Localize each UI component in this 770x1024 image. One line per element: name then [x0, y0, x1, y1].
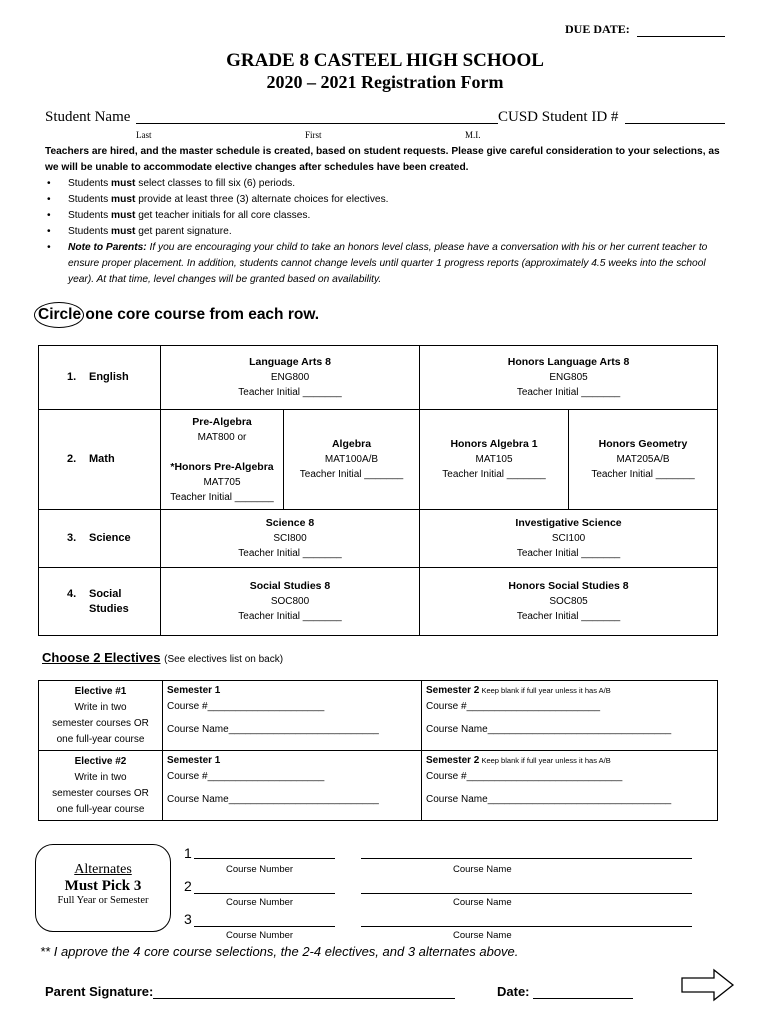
course-honors-language-arts-8[interactable]: Honors Language Arts 8 ENG805 Teacher Initial _______ — [420, 346, 718, 410]
due-date-field[interactable] — [637, 36, 725, 37]
row-label-math: 2. Math — [39, 410, 161, 510]
course-pre-algebra[interactable]: Pre-Algebra MAT800 or *Honors Pre-Algebra MAT705 Teacher Initial _______ — [161, 410, 284, 510]
core-course-table — [38, 345, 718, 636]
student-name-field[interactable] — [136, 123, 498, 124]
alternate-3-course-number[interactable] — [194, 911, 335, 927]
elective-2-semester-1[interactable]: Semester 1 Course #_____________________ Course Name___________________________ — [163, 751, 422, 821]
circle-mark — [34, 302, 84, 328]
course-language-arts-8[interactable]: Language Arts 8 ENG800 Teacher Initial _______ — [161, 346, 420, 410]
list-item: • Students must get parent signature. — [45, 224, 725, 240]
alternate-3-number: 3 — [184, 911, 192, 927]
alternate-2-number: 2 — [184, 878, 192, 894]
course-honors-social-studies-8[interactable]: Honors Social Studies 8 SOC805 Teacher Initial _______ — [420, 568, 718, 636]
alternate-2-course-number[interactable] — [194, 878, 335, 894]
alternate-3-number-caption: Course Number — [226, 930, 294, 941]
alternates-title: Alternates — [74, 862, 132, 877]
parent-signature-field[interactable] — [153, 998, 455, 999]
elective-1-label: Elective #1 Write in two semester courses OR one full-year course — [39, 681, 163, 751]
date-label: Date: — [497, 984, 530, 999]
row-label-social-studies: 4. Social Studies — [39, 568, 161, 636]
row-label-science: 3. Science — [39, 510, 161, 568]
note-to-parents: • Note to Parents: If you are encouraging your child to take an honors level class, please have a conversation with his or her current teacher to ensure proper placement. In addition, students cannot change levels until quarter 1 progress reports (approximately 4.5 weeks into the school year). At that time, level changes will be granted based on availability. — [45, 240, 725, 288]
alternate-1-course-number[interactable] — [194, 845, 335, 859]
intro-paragraph: Teachers are hired, and the master schedule is created, based on student requests. Please give careful consideration to your selections, as we will be unable to accommodate elective changes after schedules have been created. — [45, 146, 720, 173]
table-row — [39, 410, 718, 510]
list-item: • Students must select classes to fill six (6) periods. — [45, 176, 725, 192]
list-item: • Students must get teacher initials for all core classes. — [45, 208, 725, 224]
table-row — [39, 568, 718, 636]
approval-statement: ** I approve the 4 core course selections, the 2-4 electives, and 3 alternates above. — [40, 944, 519, 959]
instruction-list — [45, 176, 725, 288]
course-investigative-science[interactable]: Investigative Science SCI100 Teacher Initial _______ — [420, 510, 718, 568]
list-item: • Students must provide at least three (3) alternate choices for electives. — [45, 192, 725, 208]
student-name-label: Student Name — [45, 109, 131, 125]
alternate-1-course-name[interactable] — [361, 845, 692, 859]
last-name-caption: Last — [136, 130, 152, 140]
course-honors-algebra-1[interactable]: Honors Algebra 1 MAT105 Teacher Initial _______ — [420, 410, 569, 510]
course-social-studies-8[interactable]: Social Studies 8 SOC800 Teacher Initial _______ — [161, 568, 420, 636]
core-instruction: Circle one core course from each row. — [38, 306, 319, 324]
table-row — [39, 751, 718, 821]
table-row — [39, 681, 718, 751]
middle-initial-caption: M.I. — [465, 130, 481, 140]
table-row — [39, 346, 718, 410]
alternate-3-name-caption: Course Name — [453, 930, 512, 941]
page-title: GRADE 8 CASTEEL HIGH SCHOOL — [226, 50, 544, 71]
row-label-english: 1. English — [39, 346, 161, 410]
table-row — [39, 510, 718, 568]
electives-heading: Choose 2 Electives (See electives list on back) — [42, 650, 284, 665]
alternates-box — [35, 844, 171, 932]
alternate-1-name-caption: Course Name — [453, 864, 512, 875]
alternate-2-course-name[interactable] — [361, 878, 692, 894]
date-field[interactable] — [533, 998, 633, 999]
course-honors-geometry[interactable]: Honors Geometry MAT205A/B Teacher Initial _______ — [569, 410, 718, 510]
alternate-3-course-name[interactable] — [361, 911, 692, 927]
electives-table — [38, 680, 718, 821]
alternate-1-number-caption: Course Number — [226, 864, 294, 875]
due-date-label: DUE DATE: — [565, 22, 630, 36]
arrow-right-icon — [680, 967, 736, 1003]
parent-signature-label: Parent Signature: — [45, 984, 154, 999]
elective-2-semester-2[interactable]: Semester 2 Keep blank if full year unless it has A/B Course #____________________________ Course Name_________________________________ — [422, 751, 718, 821]
course-algebra[interactable]: Algebra MAT100A/B Teacher Initial _______ — [284, 410, 420, 510]
alternates-subtitle: Full Year or Semester — [57, 895, 149, 906]
alternates-must-pick: Must Pick 3 — [64, 878, 142, 894]
alternate-2-number-caption: Course Number — [226, 897, 294, 908]
alternate-1-number: 1 — [184, 845, 192, 861]
first-name-caption: First — [305, 130, 322, 140]
student-id-field[interactable] — [625, 123, 725, 124]
student-id-label: CUSD Student ID # — [498, 109, 619, 125]
elective-1-semester-2[interactable]: Semester 2 Keep blank if full year unless it has A/B Course #________________________ Course Name_________________________________ — [422, 681, 718, 751]
alternate-2-name-caption: Course Name — [453, 897, 512, 908]
course-science-8[interactable]: Science 8 SCI800 Teacher Initial _______ — [161, 510, 420, 568]
elective-1-semester-1[interactable]: Semester 1 Course #_____________________ Course Name___________________________ — [163, 681, 422, 751]
page-subtitle: 2020 – 2021 Registration Form — [266, 72, 504, 92]
elective-2-label: Elective #2 Write in two semester courses OR one full-year course — [39, 751, 163, 821]
